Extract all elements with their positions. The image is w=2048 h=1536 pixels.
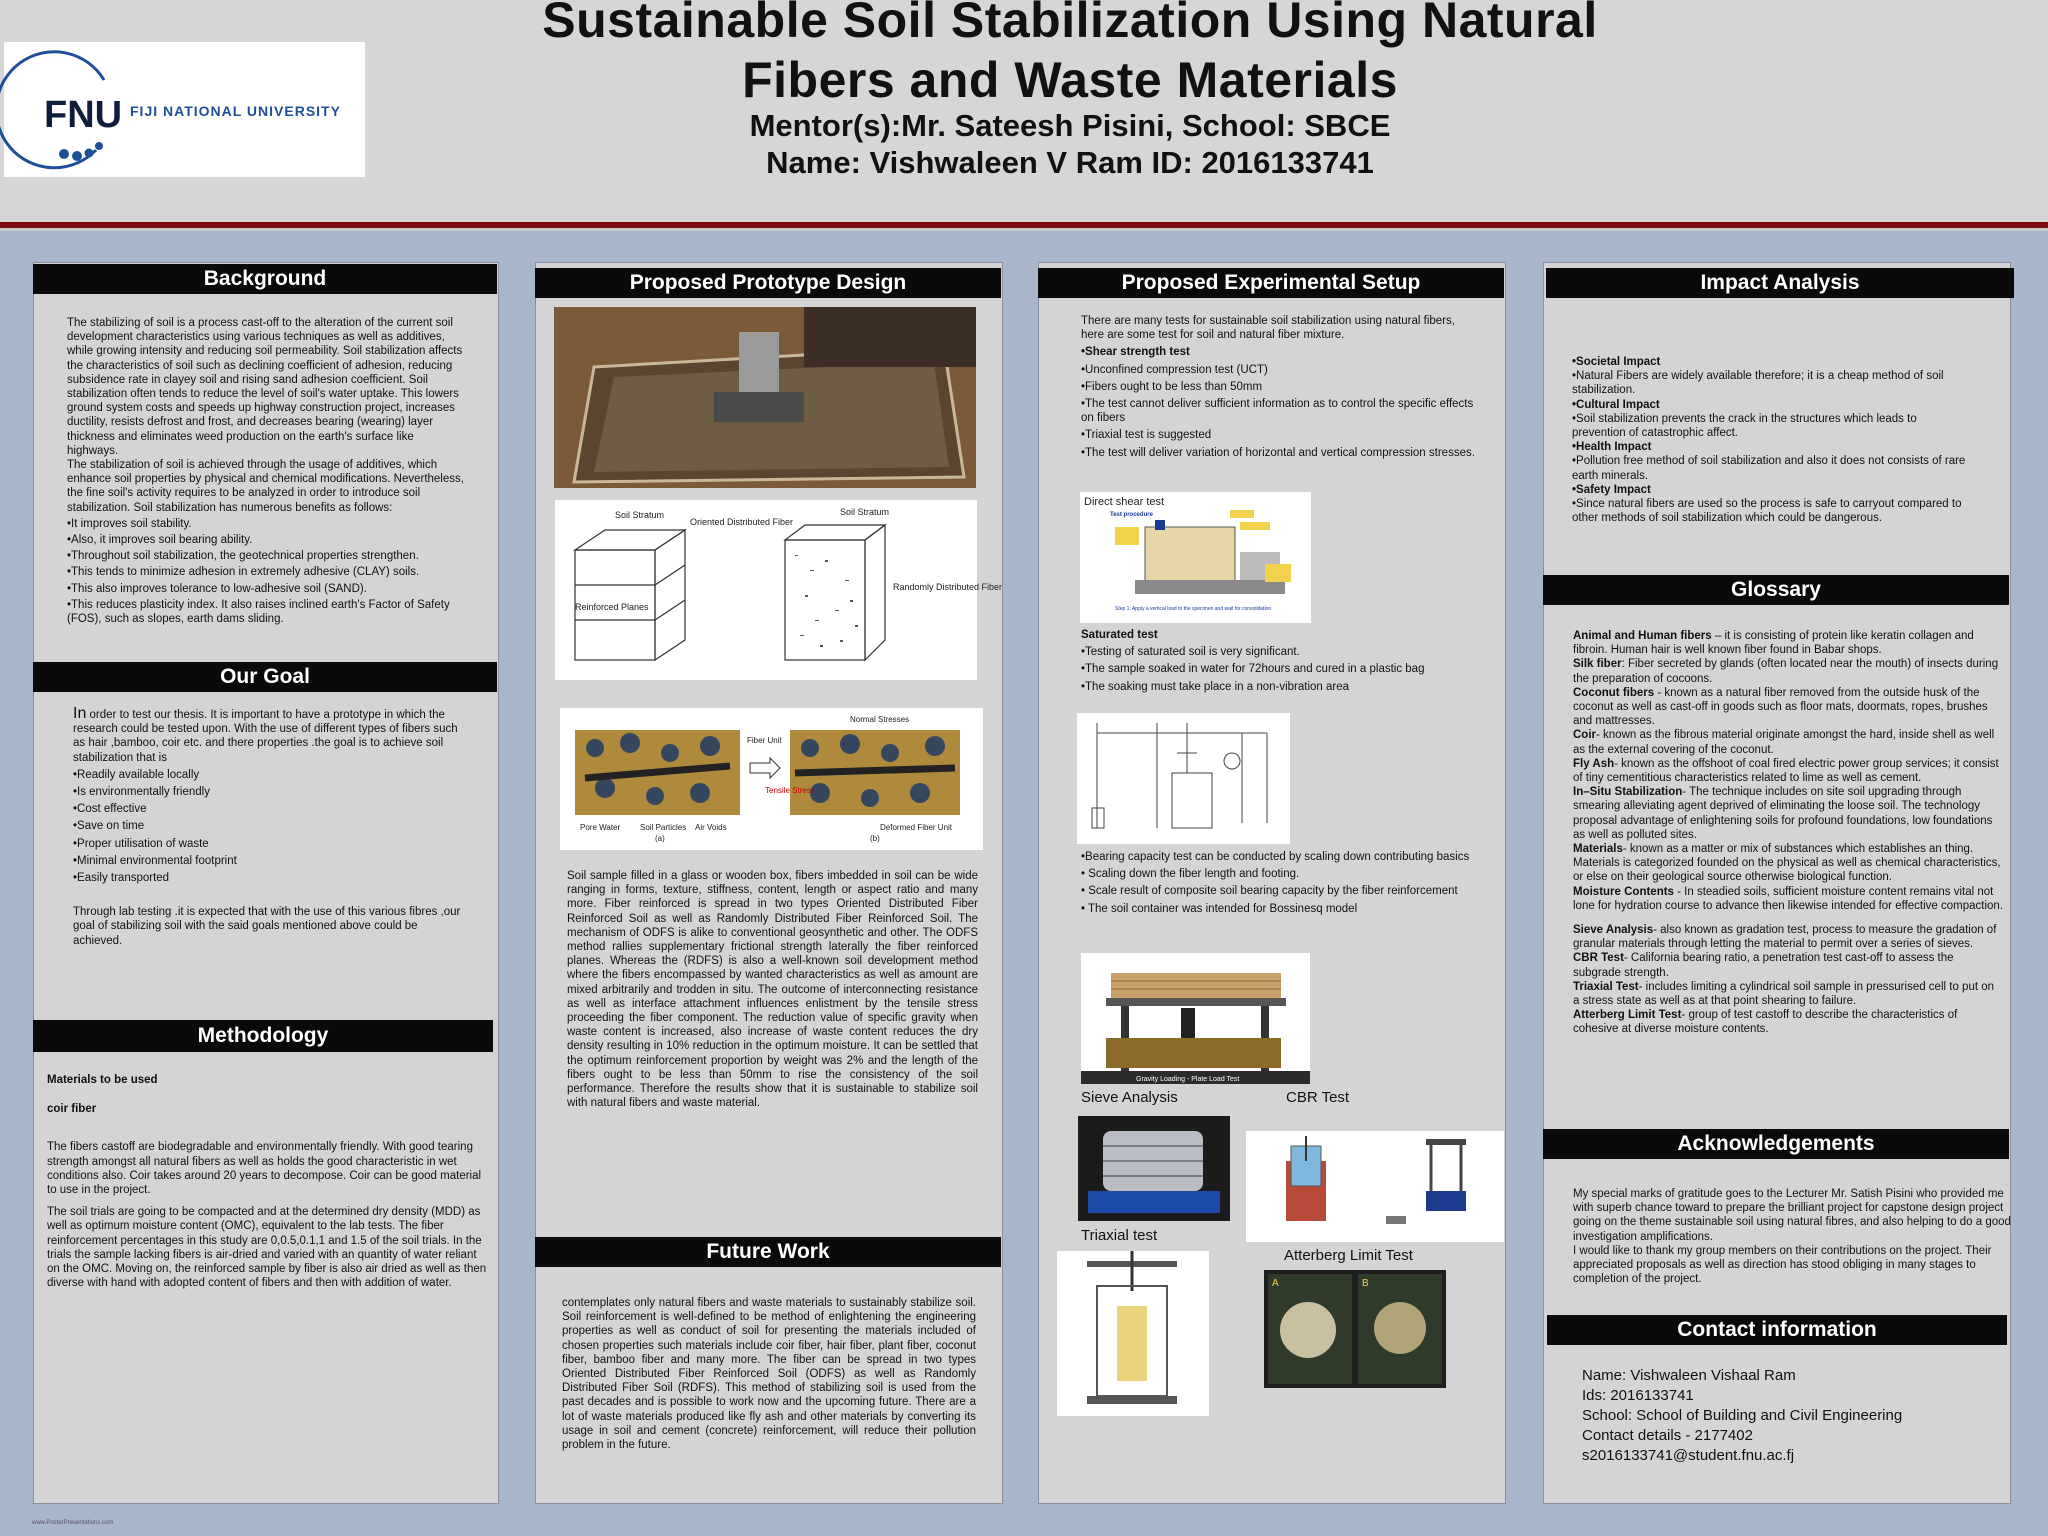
background-bullet: •Throughout soil stabilization, the geotechnical properties strengthen. — [67, 550, 419, 563]
plate-load-caption: Gravity Loading - Plate Load Test — [1136, 1076, 1240, 1083]
glossary-def: - known as the fibrous material originate amongst the hard, inside shell as well as the external covering of the coconut. — [1573, 729, 1995, 756]
saturated-apparatus-graphic — [1077, 713, 1290, 844]
fiber-distribution-diagram — [555, 500, 1003, 680]
impact-label: •Societal Impact — [1572, 356, 1661, 368]
glossary-term: CBR Test — [1573, 952, 1624, 965]
glossary-item — [1573, 1008, 2003, 1036]
glossary-item — [1573, 657, 2003, 685]
shear-bullet: •Fibers ought to be less than 50mm — [1081, 380, 1263, 393]
bearing-bullet: • The soil container was intended for Bossinesq model — [1081, 902, 1358, 915]
impact-text: •Pollution free method of soil stabilization and also it does not consists of rare earth minerals. — [1572, 455, 1966, 482]
impact-heading: Impact Analysis — [1546, 268, 2014, 298]
bearing-bullet: • Scale result of composite soil bearing capacity by the fiber reinforcement — [1081, 885, 1458, 898]
title-line-2: Fibers and Waste Materials — [742, 52, 1398, 108]
glossary-def: : Fiber secreted by glands (often located near the mouth) of insects during the preparation of cocoons. — [1573, 658, 1999, 685]
glossary-term: In–Situ Stabilization — [1573, 786, 1683, 799]
goal-body — [73, 707, 465, 948]
background-bullet: •This also improves tolerance to low-adhesive soil (SAND). — [67, 582, 367, 595]
impact-text: •Soil stabilization prevents the crack in the structures which leads to prevention of catastrophic affect. — [1572, 412, 1917, 440]
impact-label: •Safety Impact — [1572, 483, 1651, 496]
glossary-def: - California bearing ratio, a penetration test cast-off to assess the subgrade strength. — [1573, 952, 1954, 979]
diagram-label: Air Voids — [695, 823, 727, 832]
acknowledgements-body — [1573, 1187, 2013, 1286]
glossary-def: - The technique includes on site soil upgrading through smearing alleviating agent deprived of eliminating the loose soil. The technology proposal advantage of enlightening soils for profound foundations, low foundations as well as polluted sites. — [1573, 786, 1993, 841]
goal-bullet: •Cost effective — [73, 803, 147, 816]
glossary-item — [1573, 842, 2003, 885]
saturated-bullet: •The soaking must take place in a non-vibration area — [1081, 680, 1350, 693]
diagram-label: (a) — [655, 834, 665, 843]
goal-bullet: •Save on time — [73, 820, 145, 833]
sieve-analysis-label: Sieve Analysis — [1081, 1089, 1178, 1106]
atterberg-graphic — [1264, 1270, 1446, 1388]
diagram-label: Randomly Distributed Fiber — [893, 582, 1003, 592]
poster-title — [380, 0, 1760, 110]
diagram-label: Soil Particles — [640, 823, 687, 832]
glossary-item — [1573, 923, 2003, 951]
direct-shear-caption: Direct shear test — [1084, 496, 1165, 508]
glossary-body — [1573, 629, 2003, 1037]
glossary-item — [1573, 785, 2003, 842]
glossary-item — [1573, 757, 2003, 785]
shear-bullet: •The test cannot deliver sufficient information as to control the specific effects on fibers — [1081, 398, 1474, 425]
footer-credit: www.PosterPresentations.com — [32, 1520, 114, 1526]
diagram-label: Fiber Unit — [747, 736, 782, 745]
fiber-distribution-graphic — [555, 500, 1003, 680]
cbr-test-label: CBR Test — [1286, 1089, 1350, 1106]
logo-mark: FNU — [44, 94, 123, 136]
diagram-label: (b) — [870, 834, 880, 843]
glossary-item — [1573, 728, 2003, 756]
glossary-term: Moisture Contents — [1573, 885, 1674, 898]
glossary-term: Silk fiber — [1573, 658, 1622, 671]
saturated-bullet: •The sample soaked in water for 72hours and cured in a plastic bag — [1081, 663, 1425, 676]
saturated-block — [1081, 628, 1481, 694]
contact-body — [1582, 1366, 1982, 1466]
bearing-bullet: • Scaling down the fiber length and footing. — [1081, 868, 1300, 881]
goal-bullet: •Easily transported — [73, 872, 170, 885]
background-paragraph: The stabilizing of soil is a process cast-off to the alteration of the current soil development characteristics using various techniques as well as additives, while growing intensity and reducing soil permeability. Soil stabilization affects the characteristics of soil such as declining coefficient of adhesion, reducing subsidence rate in clayey soil and rising sand adhesion coefficient. Soil stabilization often tends to reduce the level of soil's water uptake. This lowers ground system costs and speeds up highway construction project, increases ductility, resists defrost and frost, and decreases bearing (wearing) layer thickness and eliminates weed production on the earth's surface like highways. — [67, 317, 463, 457]
mentor-line: Mentor(s):Mr. Sateesh Pisini, School: SBCE — [749, 108, 1391, 143]
goal-bullet: •Readily available locally — [73, 768, 200, 781]
sieve-analysis-photo — [1078, 1116, 1230, 1221]
author-line: Name: Vishwaleen V Ram ID: 2016133741 — [766, 145, 1374, 180]
background-bullet: •Also, it improves soil bearing ability. — [67, 534, 253, 547]
contact-line: Contact details - 2177402 — [1582, 1427, 1753, 1444]
fnu-logo-icon — [4, 42, 365, 177]
glossary-term: Triaxial Test — [1573, 980, 1639, 993]
saturated-apparatus-figure — [1077, 713, 1290, 844]
diagram-label: Pore Water — [580, 823, 621, 832]
methodology-body — [47, 1073, 487, 1290]
saturated-label: Saturated test — [1081, 629, 1158, 641]
plate-load-graphic — [1081, 953, 1310, 1084]
glossary-term: Fly Ash — [1573, 757, 1615, 770]
cbr-test-figure — [1246, 1131, 1504, 1242]
saturated-bullet: •Testing of saturated soil is very significant. — [1081, 646, 1300, 659]
glossary-def: - group of test castoff to describe the characteristics of cohesive at diverse moisture contents. — [1573, 1009, 1958, 1036]
impact-body — [1572, 355, 1972, 525]
impact-label: •Cultural Impact — [1572, 398, 1660, 411]
plate-load-figure — [1081, 953, 1310, 1084]
contact-heading: Contact information — [1547, 1315, 2007, 1345]
stress-mechanism-graphic — [560, 708, 983, 850]
contact-email: s2016133741@student.fnu.ac.fj — [1582, 1447, 1795, 1464]
contact-line: Name: Vishwaleen Vishaal Ram — [1582, 1367, 1796, 1384]
shear-bullet: •Unconfined compression test (UCT) — [1081, 363, 1268, 376]
glossary-def: - known as a matter or mix of substances which establishes an thing. Materials is categorized founded on the physical as well as chemical characteristics, or else on their geological source otherwise biological function. — [1573, 843, 2001, 884]
goal-bullet: •Proper utilisation of waste — [73, 837, 209, 850]
triaxial-test-label: Triaxial test — [1081, 1227, 1158, 1244]
bearing-block — [1081, 850, 1481, 916]
diagram-label: Soil Stratum — [615, 510, 665, 520]
bearing-bullet: •Bearing capacity test can be conducted by scaling down contributing basics — [1081, 851, 1470, 863]
contact-line: School: School of Building and Civil Engineering — [1582, 1407, 1903, 1424]
prototype-photo-graphic — [554, 307, 976, 488]
acknowledgement-paragraph: My special marks of gratitude goes to the Lecturer Mr. Satish Pisini who provided me with superb chance toward to prepare the brilliant project for capstone design project going on the theme sustainable soil using natural fibres, and also helping to do a good investigation amplifications. — [1573, 1188, 2011, 1243]
diagram-label: Normal Stresses — [850, 715, 910, 724]
glossary-term: Materials — [1573, 843, 1623, 856]
goal-bullet: •Minimal environmental footprint — [73, 854, 237, 867]
diagram-label: Soil Stratum — [840, 507, 890, 517]
methodology-paragraph: The fibers castoff are biodegradable and environmentally friendly. With good tearing strength amongst all natural fibers as well as holds the good characteristic in wet conditions also. Coir takes around 20 years to decompose. Coir can be good material to use in the project. — [47, 1141, 482, 1197]
svg-text:A: A — [1272, 1278, 1279, 1289]
glossary-item — [1573, 885, 2003, 913]
glossary-item — [1573, 629, 2003, 657]
methodology-paragraph: The soil trials are going to be compacted and at the determined dry density (MDD) as well as optimum moisture content (OMC), equivalent to the lab tests. The fiber reinforcement percentages in this study are 0,0.5,0.1,1 and 1.5 of the soil trials. In the trials the sample lacking fibers is air-dried and varied with an quantity of water reliant on the OMC. Moving on, the reinforced sample by fiber is also air dried as well as then diverse with hand with adopted content of fibers and then with addition of water. — [47, 1206, 487, 1290]
atterberg-test-label: Atterberg Limit Test — [1284, 1247, 1413, 1264]
acknowledgement-paragraph: I would like to thank my group members on their contributions on the project. Their appreciated proposals as well as direction has stood obliging in many stages to completion of the project. — [1573, 1244, 1992, 1286]
future-work-heading: Future Work — [535, 1237, 1001, 1267]
glossary-def: - also known as gradation test, process to measure the gradation of granular materials through letting the material to permit over a series of sieves. — [1573, 924, 1997, 951]
acknowledgements-heading: Acknowledgements — [1543, 1129, 2009, 1159]
prototype-body: Soil sample filled in a glass or wooden box, fibers imbedded in soil can be wide ranging in forms, texture, stiffness, content, length or aspect ratio and many more. Fiber reinforced is spread in two types Oriented Distributed Fiber Reinforced Soil as well as Randomly Distributed Fiber Reinforced Soil. The mechanism of ODFS is alike to conventional geosynthetic and other. The ODFS method rallies supplementary frictional strength laterally the fiber reinforced planes. Whereas the (RDFS) is also a well-known soil development method where the fibers encompassed by wanted characteristics as well as amount are mixed arbitrarily and trodden in situ. The outcome of interconnecting resistance as well as interface attachment influences enlistment by the tensile stress proceeding the fiber component. The reduction value of specific gravity when waste content is increased, also increase of waste content reduces the dry density resulting in 10% reduction in the optimum moisture. It can be settled that the optimum reinforcement proportion by weight was 2% and the length of the fibers ought to be less than 50mm to rise the consistency of the soil performance. Therefore the results show that it is sustainable to stabilize soil with natural fibers and waste material. — [567, 870, 978, 1110]
glossary-def: - includes limiting a cylindrical soil sample in pressurised cell to put on a stress state as well as at that point shearing to failure. — [1573, 980, 1995, 1008]
header-divider-light — [0, 228, 2048, 231]
goal-closing: Through lab testing .it is expected that with the use of this various fibres ,our goal of stabilizing soil with the said goals mentioned above could be achieved. — [73, 906, 461, 947]
cbr-test-graphic — [1246, 1131, 1504, 1242]
goal-heading: Our Goal — [33, 662, 497, 692]
background-body — [67, 316, 467, 626]
logo-text: FIJI NATIONAL UNIVERSITY — [130, 103, 341, 119]
svg-text:B: B — [1362, 1278, 1369, 1289]
direct-shear-note: Step 1: Apply a vertical load to the specimen and wait for consolidation — [1115, 606, 1272, 612]
glossary-heading: Glossary — [1543, 575, 2009, 605]
materials-label: Materials to be used — [47, 1074, 158, 1086]
impact-text: •Since natural fibers are used so the process is safe to carryout compared to other methods of soil stabilization which could be dangerous. — [1572, 498, 1962, 525]
background-bullet: •It improves soil stability. — [67, 517, 192, 530]
goal-bullet: •Is environmentally friendly — [73, 786, 210, 799]
background-paragraph: The stabilization of soil is achieved through the usage of additives, which enhance soil properties by physical and chemical modifications. Nevertheless, the fine soil's activity requires to be analyzed in order to introduce soil stabilization. Soil stabilization has numerous benefits as follows: — [67, 459, 464, 514]
experiment-intro: There are many tests for sustainable soil stabilization using natural fibers, here are some test for soil and natural fiber mixture. — [1081, 315, 1455, 342]
diagram-label: Deformed Fiber Unit — [880, 823, 953, 832]
impact-label: •Health Impact — [1572, 441, 1652, 454]
glossary-term: Atterberg Limit Test — [1573, 1009, 1682, 1022]
stress-mechanism-diagram — [560, 708, 983, 850]
glossary-def: – it is consisting of protein like keratin collagen and fibroin. Human hair is well known fiber found in Babar shops. — [1573, 630, 1974, 657]
diagram-label: Tensile Stress — [765, 786, 815, 795]
glossary-item — [1573, 686, 2003, 729]
sieve-shaker-graphic — [1078, 1116, 1230, 1221]
direct-shear-graphic — [1080, 492, 1311, 623]
triaxial-test-figure — [1057, 1251, 1209, 1416]
fnu-logo — [4, 42, 365, 177]
background-heading: Background — [33, 264, 497, 294]
methodology-heading: Methodology — [33, 1020, 493, 1052]
glossary-term: Coir — [1573, 729, 1596, 742]
glossary-term: Sieve Analysis — [1573, 924, 1654, 937]
goal-dropcap: In — [73, 705, 87, 722]
shear-label: •Shear strength test — [1081, 346, 1190, 359]
direct-shear-figure — [1080, 492, 1311, 623]
background-bullet: •This reduces plasticity index. It also raises inclined earth's Factor of Safety (FOS), such as slopes, earth dams sliding. — [67, 598, 450, 626]
title-line-1: Sustainable Soil Stabilization Using Natural — [542, 0, 1598, 48]
glossary-term: Animal and Human fibers — [1573, 630, 1712, 642]
goal-intro: order to test our thesis. It is important to have a prototype in which the research could be tested upon. With the use of different types of fibers such as hair ,bamboo, coir etc. and there properties .the goal is to achieve soil stabilization that is — [73, 709, 458, 764]
future-work-body: contemplates only natural fibers and waste materials to sustainably stabilize soil. Soil reinforcement is well-defined to be method of enlightening the engineering properties as well as conduct of soil for presenting the materials included of chosen properties such materials include coir fiber, hair fiber, plant fiber, coconut fiber, bamboo fiber and many more. The fiber can be spread in two types Oriented Distributed Fiber Reinforced Soil (ODFS) as well as Randomly Distributed Fiber Soil (RDFS). This method of stabilizing soil is used from the past decades and is possible to work now and the upcoming future. There are a lot of waste materials produced like fly ash and other materials by converting its usage in soil and cement (concrete) reinforcement, will reduce their pollution problem in the future. — [562, 1297, 976, 1452]
atterberg-limit-photo — [1264, 1270, 1446, 1388]
shear-bullet: •The test will deliver variation of horizontal and vertical compression stresses. — [1081, 446, 1475, 459]
triaxial-cell-graphic — [1057, 1251, 1209, 1416]
direct-shear-sub: Test procedure — [1110, 512, 1153, 518]
experiment-intro-block — [1081, 314, 1477, 460]
coir-label: coir fiber — [47, 1103, 97, 1116]
diagram-label: Reinforced Planes — [575, 602, 649, 612]
contact-line: Ids: 2016133741 — [1582, 1387, 1694, 1404]
diagram-label: Oriented Distributed Fiber — [690, 517, 794, 527]
glossary-def: - known as the offshoot of coal fired electric power group services; it consist of tiny cementitious characteristics related to lime as well as cement. — [1573, 757, 1999, 785]
background-bullet: •This tends to minimize adhesion in extremely adhesive (CLAY) soils. — [67, 566, 420, 579]
glossary-item — [1573, 980, 2003, 1008]
glossary-def: - known as a natural fiber removed from the outside husk of the coconut as well as cast-off in goods such as floor mats, doormats, ropes, brushes and mattresses. — [1573, 686, 1988, 728]
impact-text: •Natural Fibers are widely available therefore; it is a cheap method of soil stabilization. — [1572, 370, 1944, 397]
glossary-term: Coconut fibers — [1573, 686, 1655, 699]
prototype-heading: Proposed Prototype Design — [535, 268, 1001, 298]
glossary-item — [1573, 951, 2003, 979]
shear-bullet: •Triaxial test is suggested — [1081, 429, 1212, 442]
experiment-heading: Proposed Experimental Setup — [1038, 268, 1504, 298]
glossary-def: - In steadied soils, sufficient moisture content remains vital not lone for hydration course to advance then likewise intended for effective compaction. — [1573, 885, 2004, 912]
prototype-photo — [554, 307, 976, 488]
